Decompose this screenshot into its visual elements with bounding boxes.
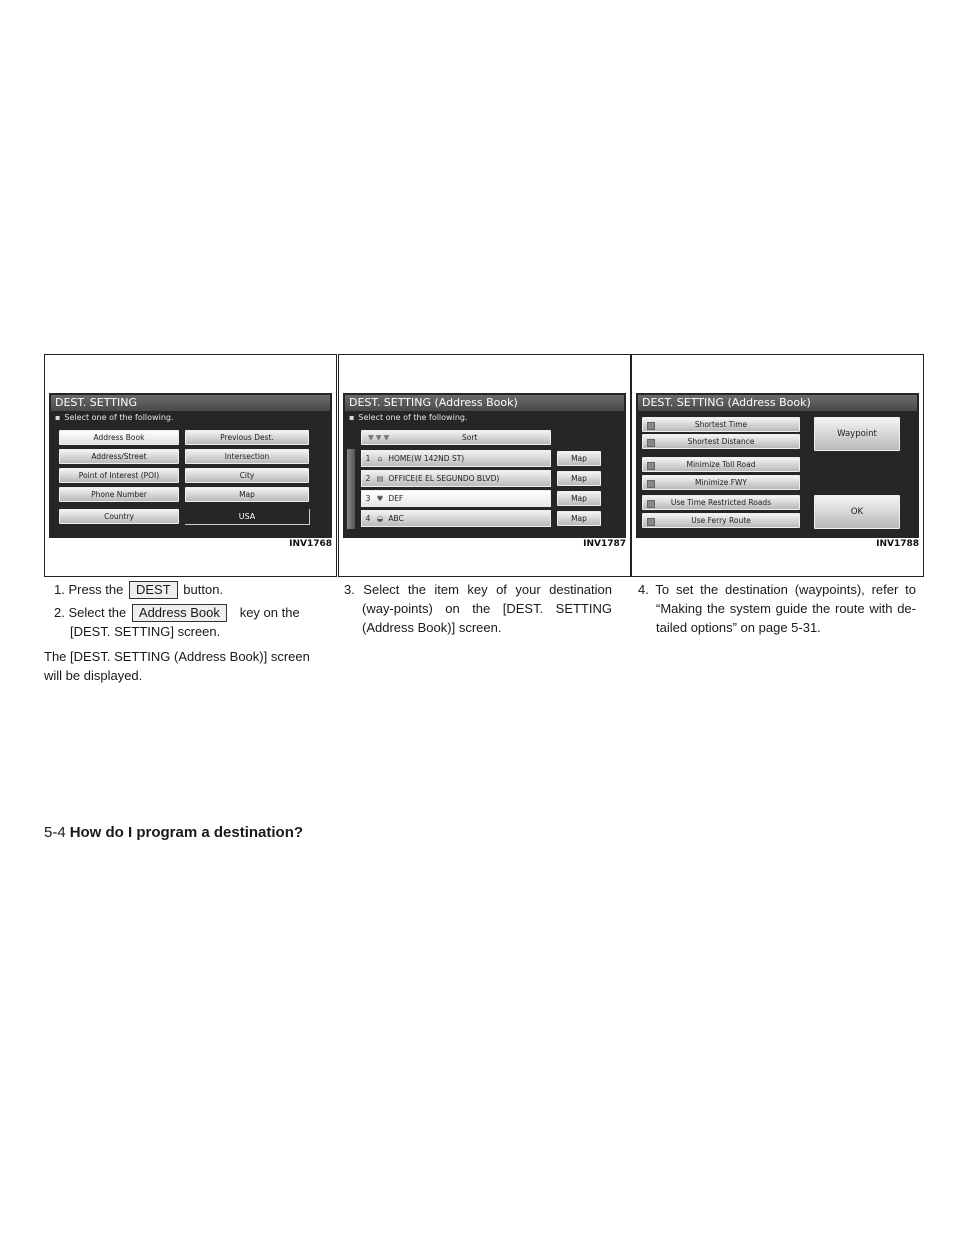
- checkbox-icon: [647, 480, 655, 488]
- address-street-button[interactable]: Address/Street: [59, 449, 179, 464]
- address-book-item[interactable]: [361, 510, 551, 527]
- screen-subtitle: ▪ Select one of the following.: [55, 413, 174, 422]
- car-icon: ◒: [376, 514, 384, 523]
- checkbox-icon: [647, 518, 655, 526]
- result-paragraph: The [DEST. SETTING (Address Book)] screen will be displayed.: [44, 649, 310, 683]
- screen-title: DEST. SETTING (Address Book): [345, 395, 624, 411]
- screen-title: DEST. SETTING: [51, 395, 330, 411]
- item-number: 2: [365, 474, 371, 483]
- heart-icon: ♥: [376, 494, 384, 503]
- office-icon: ▤: [376, 474, 384, 483]
- shortest-time-option[interactable]: [642, 417, 800, 432]
- step-2-text: 2. Select the: [54, 605, 127, 620]
- option-label: Minimize Toll Road: [686, 460, 756, 469]
- waypoint-button[interactable]: Waypoint: [814, 417, 900, 451]
- address-book-key: Address Book: [132, 604, 227, 622]
- item-number: 1: [365, 454, 371, 463]
- option-label: Minimize FWY: [694, 478, 748, 487]
- address-book-item[interactable]: [361, 470, 551, 487]
- figure-tag: INV1768: [289, 539, 332, 549]
- map-button[interactable]: Map: [557, 451, 601, 466]
- dest-key: DEST: [129, 581, 178, 599]
- screenshot-panel-1: [44, 354, 337, 577]
- option-label: Shortest Distance: [687, 437, 755, 446]
- screen-title: DEST. SETTING (Address Book): [638, 395, 917, 411]
- ok-button[interactable]: OK: [814, 495, 900, 529]
- figure-tag: INV1788: [876, 539, 919, 549]
- phone-number-button[interactable]: Phone Number: [59, 487, 179, 502]
- country-button[interactable]: Country: [59, 509, 179, 524]
- sort-label: Sort: [462, 433, 478, 442]
- map-button[interactable]: Map: [557, 491, 601, 506]
- item-label: HOME(W 142ND ST): [388, 454, 465, 463]
- checkbox-icon: [647, 462, 655, 470]
- page-number: 5-4: [44, 824, 66, 841]
- item-label: OFFICE(E EL SEGUNDO BLVD): [388, 474, 500, 483]
- shortest-distance-option[interactable]: [642, 434, 800, 449]
- checkbox-icon: [647, 500, 655, 508]
- screen-subtitle: ▪ Select one of the following.: [349, 413, 468, 422]
- intersection-button[interactable]: Intersection: [185, 449, 309, 464]
- nav-screen-dest-setting: [49, 393, 332, 538]
- address-book-item[interactable]: [361, 450, 551, 467]
- previous-dest-button[interactable]: Previous Dest.: [185, 430, 309, 445]
- nav-screen-address-book: [343, 393, 626, 538]
- text-column-3: [638, 580, 916, 637]
- screen-subtitle-text: Select one of the following.: [358, 413, 468, 422]
- use-time-restricted-roads-option[interactable]: [642, 495, 800, 510]
- country-value: USA: [185, 509, 310, 525]
- screenshot-panel-3: [631, 354, 924, 577]
- text-column-2: [344, 580, 612, 637]
- down-arrows-icon: ▼▼▼: [368, 433, 392, 442]
- minimize-fwy-option[interactable]: [642, 475, 800, 490]
- screenshot-panel-2: [338, 354, 631, 577]
- step-2-continued: [DEST. SETTING] screen.: [70, 624, 221, 639]
- use-ferry-route-option[interactable]: [642, 513, 800, 528]
- nav-screen-route-options: [636, 393, 919, 538]
- step-4: 4. To set the destination (waypoints), refer to “Making the system guide the route with de-tailed options” on page 5-31.: [638, 582, 916, 635]
- item-number: 4: [365, 514, 371, 523]
- map-button[interactable]: Map: [557, 471, 601, 486]
- text-column-1: [44, 580, 330, 685]
- map-button[interactable]: Map: [557, 511, 601, 526]
- step-1: [44, 580, 330, 599]
- step-1-text: 1. Press the: [54, 582, 124, 597]
- option-label: Shortest Time: [694, 420, 748, 429]
- item-label: ABC: [388, 514, 404, 523]
- section-title: How do I program a destination?: [69, 824, 304, 841]
- step-3: 3. Select the item key of your destination (way-points) on the [DEST. SETTING (Address Book)] screen.: [344, 582, 612, 635]
- page-footer: [44, 824, 303, 841]
- address-book-item[interactable]: [361, 490, 551, 507]
- screen-subtitle-text: Select one of the following.: [64, 413, 174, 422]
- item-label: DEF: [388, 494, 404, 503]
- minimize-toll-road-option[interactable]: [642, 457, 800, 472]
- option-label: Use Time Restricted Roads: [670, 498, 772, 507]
- city-button[interactable]: City: [185, 468, 309, 483]
- sort-button[interactable]: [361, 430, 551, 445]
- step-2: [44, 603, 330, 622]
- item-number: 3: [365, 494, 371, 503]
- home-icon: ⌂: [377, 454, 383, 463]
- step-1-text-end: button.: [183, 582, 224, 597]
- address-book-button[interactable]: Address Book: [59, 430, 179, 445]
- figure-tag: INV1787: [583, 539, 626, 549]
- step-2-text-end: key on the: [239, 605, 300, 620]
- scrollbar[interactable]: [347, 449, 355, 529]
- checkbox-icon: [647, 439, 655, 447]
- option-label: Use Ferry Route: [691, 516, 751, 525]
- poi-button[interactable]: Point of Interest (POI): [59, 468, 179, 483]
- checkbox-icon: [647, 422, 655, 430]
- map-button[interactable]: Map: [185, 487, 309, 502]
